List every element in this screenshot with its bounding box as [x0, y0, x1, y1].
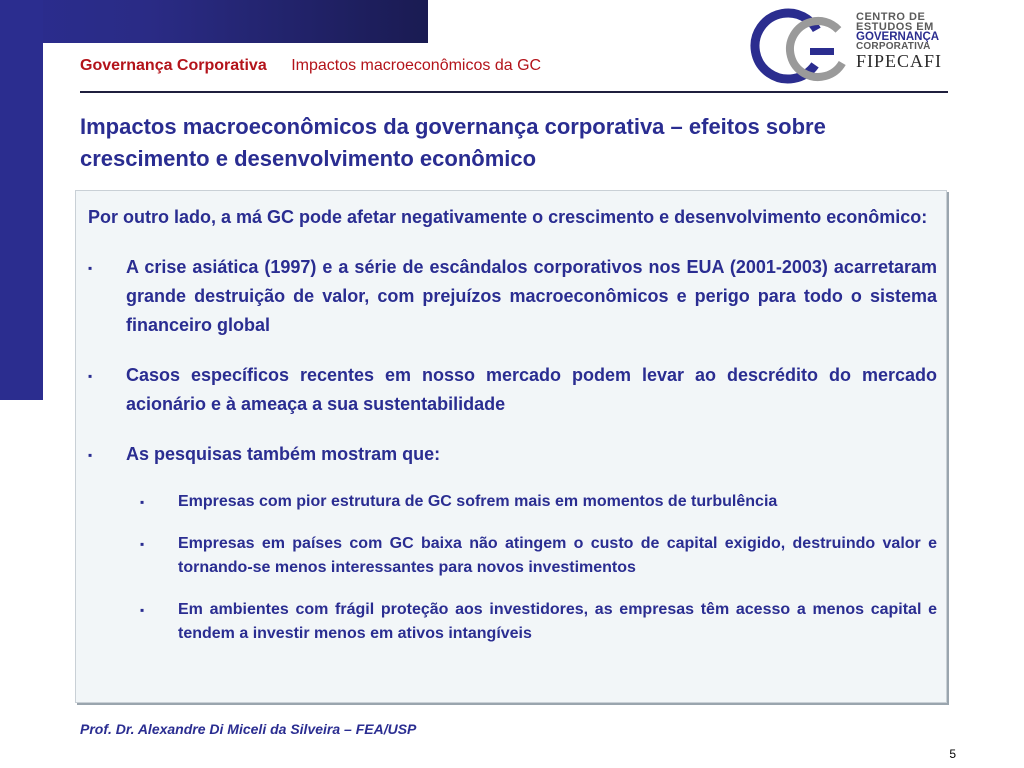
logo-text — [856, 11, 943, 71]
sub-bullet-item — [88, 532, 937, 580]
sub-bullet-text: Empresas em países com GC baixa não atingem o custo de capital exigido, destruindo valor e tornando-se menos interessantes para novos investimentos — [178, 535, 937, 576]
logo-cg-mark — [748, 4, 858, 88]
logo-line-3: GOVERNANÇA — [856, 31, 940, 43]
content-body — [88, 203, 937, 664]
intro-paragraph: Por outro lado, a má GC pode afetar negativamente o crescimento e desenvolvimento econômico: — [88, 207, 928, 227]
sub-bullet-item — [88, 598, 937, 646]
top-decorative-band — [0, 0, 428, 43]
header — [80, 57, 541, 75]
logo-line-5: FIPECAFI — [856, 51, 943, 71]
footer-author: Prof. Dr. Alexandre Di Miceli da Silveira – FEA/USP — [80, 721, 417, 737]
logo-line-1: CENTRO DE — [856, 11, 926, 23]
logo-line-4: CORPORATIVA — [856, 41, 931, 52]
bullet-item — [88, 253, 937, 340]
bullet-text: A crise asiática (1997) e a série de escândalos corporativos nos EUA (2001-2003) acarretaram grande destruição de valor, com prejuízos macroeconômicos e perigo para todo o sistema financeiro global — [126, 257, 937, 335]
sub-bullet-marker: ▪ — [140, 537, 145, 551]
sub-bullet-text: Em ambientes com frágil proteção aos investidores, as empresas têm acesso a menos capital e tendem a investir menos em ativos intangíveis — [178, 601, 937, 642]
sub-bullet-marker: ▪ — [140, 495, 145, 509]
logo-line-2: ESTUDOS EM — [856, 21, 934, 33]
bullet-marker: ▪ — [88, 261, 93, 275]
logo — [748, 4, 948, 88]
bullet-item — [88, 440, 937, 469]
sub-bullet-marker: ▪ — [140, 603, 145, 617]
sub-bullet-item — [88, 490, 937, 514]
header-brand: Governança Corporativa — [80, 57, 267, 74]
page-number: 5 — [949, 747, 956, 761]
bullet-marker: ▪ — [88, 448, 93, 462]
bullet-text: As pesquisas também mostram que: — [126, 444, 441, 464]
bullet-marker: ▪ — [88, 369, 93, 383]
bullet-item — [88, 361, 937, 419]
sub-bullet-text: Empresas com pior estrutura de GC sofrem mais em momentos de turbulência — [178, 493, 778, 510]
header-divider — [80, 91, 948, 93]
left-decorative-band — [0, 0, 43, 400]
slide-title: Impactos macroeconômicos da governança corporativa – efeitos sobre crescimento e desenvolvimento econômico — [80, 114, 826, 171]
bullet-text: Casos específicos recentes em nosso mercado podem levar ao descrédito do mercado acionário e à ameaça a sua sustentabilidade — [126, 365, 937, 414]
header-section: Impactos macroeconômicos da GC — [291, 57, 542, 74]
